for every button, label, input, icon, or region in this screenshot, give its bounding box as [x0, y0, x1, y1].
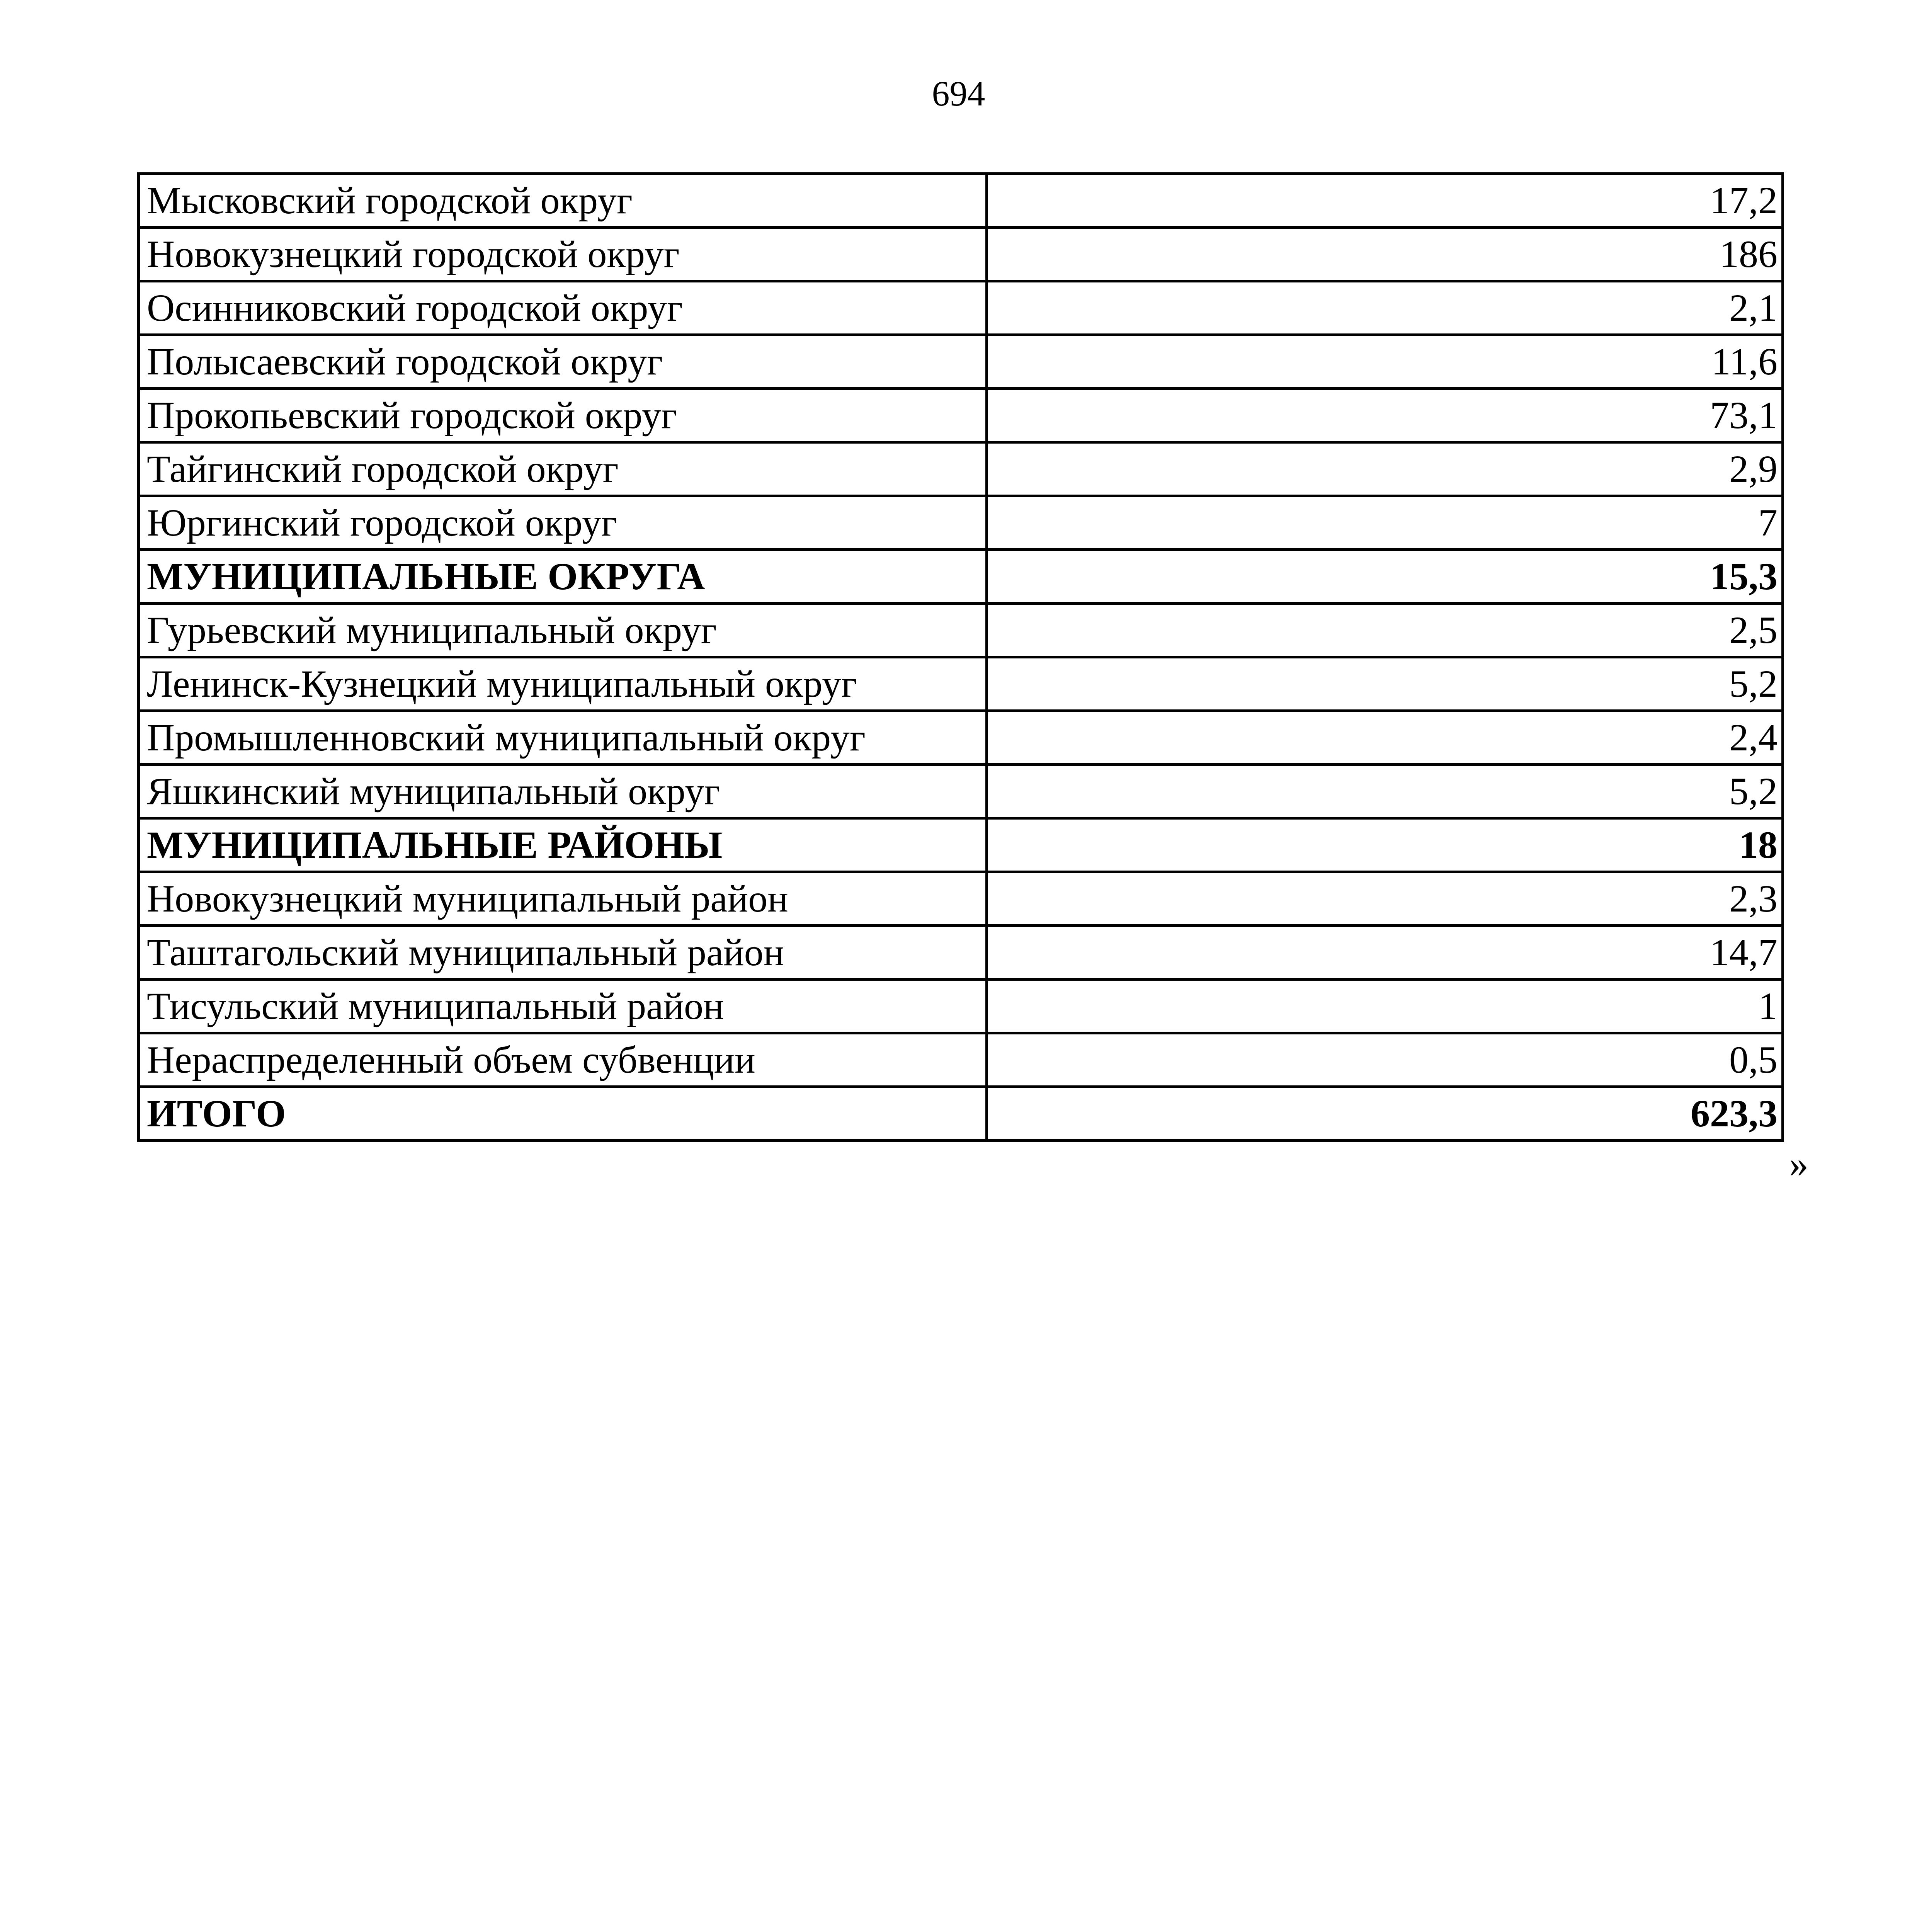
- row-name-cell: Юргинский городской округ: [139, 496, 987, 550]
- table-row: [139, 442, 1783, 496]
- subvention-table-container: [137, 172, 1784, 1142]
- table-row: [139, 765, 1783, 818]
- row-value-cell: 15,3: [987, 550, 1783, 604]
- table-row: [139, 335, 1783, 389]
- row-name-cell: Мысковский городской округ: [139, 174, 987, 228]
- table-summary-row: [139, 550, 1783, 604]
- row-name-cell: Новокузнецкий городской округ: [139, 228, 987, 281]
- row-name-cell: Полысаевский городской округ: [139, 335, 987, 389]
- row-name-cell: Гурьевский муниципальный округ: [139, 604, 987, 657]
- row-name-cell: Прокопьевский городской округ: [139, 389, 987, 442]
- table-row: [139, 926, 1783, 980]
- row-value-cell: 2,4: [987, 711, 1783, 765]
- table-row: [139, 711, 1783, 765]
- row-name-cell: Ленинск-Кузнецкий муниципальный округ: [139, 657, 987, 711]
- table-row: [139, 281, 1783, 335]
- row-name-cell: Нераспределенный объем субвенции: [139, 1033, 987, 1087]
- row-name-cell: Яшкинский муниципальный округ: [139, 765, 987, 818]
- table-body: [139, 174, 1783, 1141]
- table-summary-row: [139, 1087, 1783, 1141]
- row-value-cell: 73,1: [987, 389, 1783, 442]
- row-name-cell: МУНИЦИПАЛЬНЫЕ РАЙОНЫ: [139, 818, 987, 872]
- table-summary-row: [139, 818, 1783, 872]
- table-row: [139, 174, 1783, 228]
- table-row: [139, 872, 1783, 926]
- row-value-cell: 623,3: [987, 1087, 1783, 1141]
- table-row: [139, 657, 1783, 711]
- table-row: [139, 604, 1783, 657]
- row-name-cell: Тисульский муниципальный район: [139, 980, 987, 1033]
- closing-quote: »: [1789, 1142, 1808, 1185]
- row-value-cell: 18: [987, 818, 1783, 872]
- row-name-cell: Новокузнецкий муниципальный район: [139, 872, 987, 926]
- row-name-cell: Тайгинский городской округ: [139, 442, 987, 496]
- row-name-cell: ИТОГО: [139, 1087, 987, 1141]
- row-value-cell: 0,5: [987, 1033, 1783, 1087]
- row-value-cell: 2,1: [987, 281, 1783, 335]
- table-row: [139, 1033, 1783, 1087]
- subvention-table: [137, 172, 1784, 1142]
- row-value-cell: 2,5: [987, 604, 1783, 657]
- row-name-cell: Таштагольский муниципальный район: [139, 926, 987, 980]
- table-row: [139, 496, 1783, 550]
- row-name-cell: Осинниковский городской округ: [139, 281, 987, 335]
- row-name-cell: МУНИЦИПАЛЬНЫЕ ОКРУГА: [139, 550, 987, 604]
- row-value-cell: 5,2: [987, 657, 1783, 711]
- table-row: [139, 389, 1783, 442]
- row-value-cell: 11,6: [987, 335, 1783, 389]
- row-value-cell: 14,7: [987, 926, 1783, 980]
- table-row: [139, 980, 1783, 1033]
- row-value-cell: 5,2: [987, 765, 1783, 818]
- page-number: 694: [932, 74, 985, 113]
- row-value-cell: 186: [987, 228, 1783, 281]
- row-value-cell: 7: [987, 496, 1783, 550]
- row-value-cell: 1: [987, 980, 1783, 1033]
- table-row: [139, 228, 1783, 281]
- row-value-cell: 2,3: [987, 872, 1783, 926]
- row-name-cell: Промышленновский муниципальный округ: [139, 711, 987, 765]
- row-value-cell: 2,9: [987, 442, 1783, 496]
- row-value-cell: 17,2: [987, 174, 1783, 228]
